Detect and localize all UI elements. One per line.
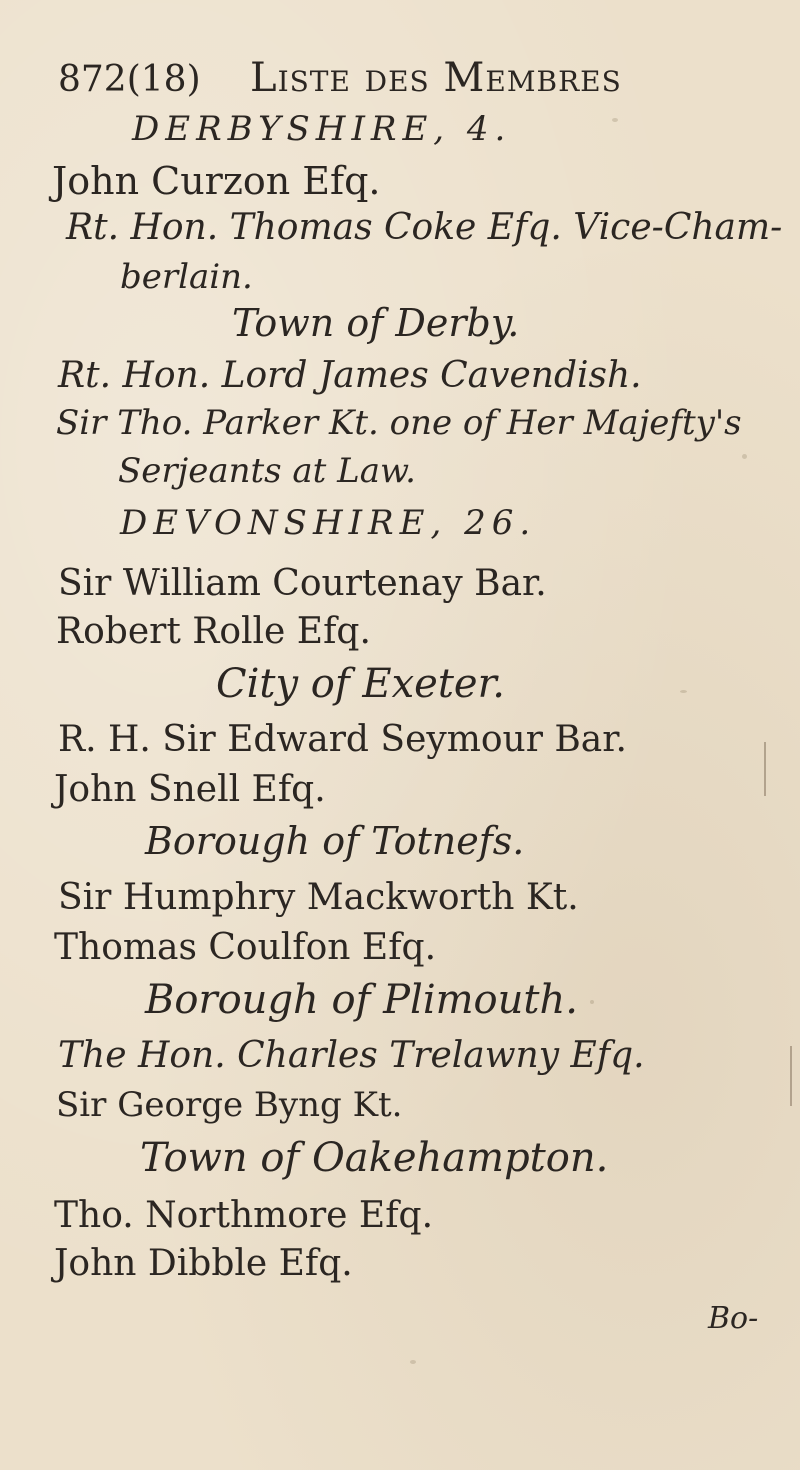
member-entry: Sir William Courtenay Bar. — [58, 563, 547, 604]
page-number: 872(18) — [58, 59, 201, 100]
paper-speck — [742, 454, 747, 459]
town-heading: City of Exeter. — [216, 661, 506, 707]
member-entry: Rt. Hon. Lord James Cavendish. — [58, 355, 642, 396]
member-entry: Sir Humphry Mackworth Kt. — [58, 877, 579, 918]
member-entry: R. H. Sir Edward Seymour Bar. — [58, 719, 627, 760]
town-heading: Town of Derby. — [232, 301, 520, 345]
member-entry: John Curzon Efq. — [52, 159, 381, 203]
county-heading: DERBYSHIRE, 4. — [132, 109, 512, 149]
member-entry: John Dibble Efq. — [54, 1243, 353, 1284]
edge-mark — [764, 742, 766, 796]
member-entry: Thomas Coulfon Efq. — [54, 927, 437, 968]
member-entry: John Snell Efq. — [54, 769, 326, 810]
member-entry-continuation: Serjeants at Law. — [118, 451, 416, 491]
member-entry: Rt. Hon. Thomas Coke Efq. Vice-Cham- — [66, 207, 783, 248]
paper-speck — [680, 690, 687, 693]
member-entry: The Hon. Charles Trelawny Efq. — [58, 1035, 645, 1076]
town-heading: Town of Oakehampton. — [140, 1135, 609, 1181]
member-entry-continuation: berlain. — [120, 257, 253, 297]
member-entry: Robert Rolle Efq. — [56, 611, 371, 652]
catchword: Bo- — [708, 1301, 759, 1336]
member-entry: Tho. Northmore Efq. — [54, 1195, 434, 1236]
paper-speck — [612, 118, 618, 122]
paper-speck — [590, 1000, 594, 1004]
running-title: Liste des Membres — [250, 55, 622, 101]
town-heading: Borough of Totnefs. — [145, 819, 525, 863]
member-entry: Sir George Byng Kt. — [56, 1085, 403, 1125]
paper-speck — [410, 1360, 416, 1364]
town-heading: Borough of Plimouth. — [145, 977, 578, 1023]
edge-mark — [790, 1046, 792, 1106]
county-heading: DEVONSHIRE, 26. — [120, 503, 537, 543]
member-entry: Sir Tho. Parker Kt. one of Her Majefty's — [56, 403, 742, 443]
